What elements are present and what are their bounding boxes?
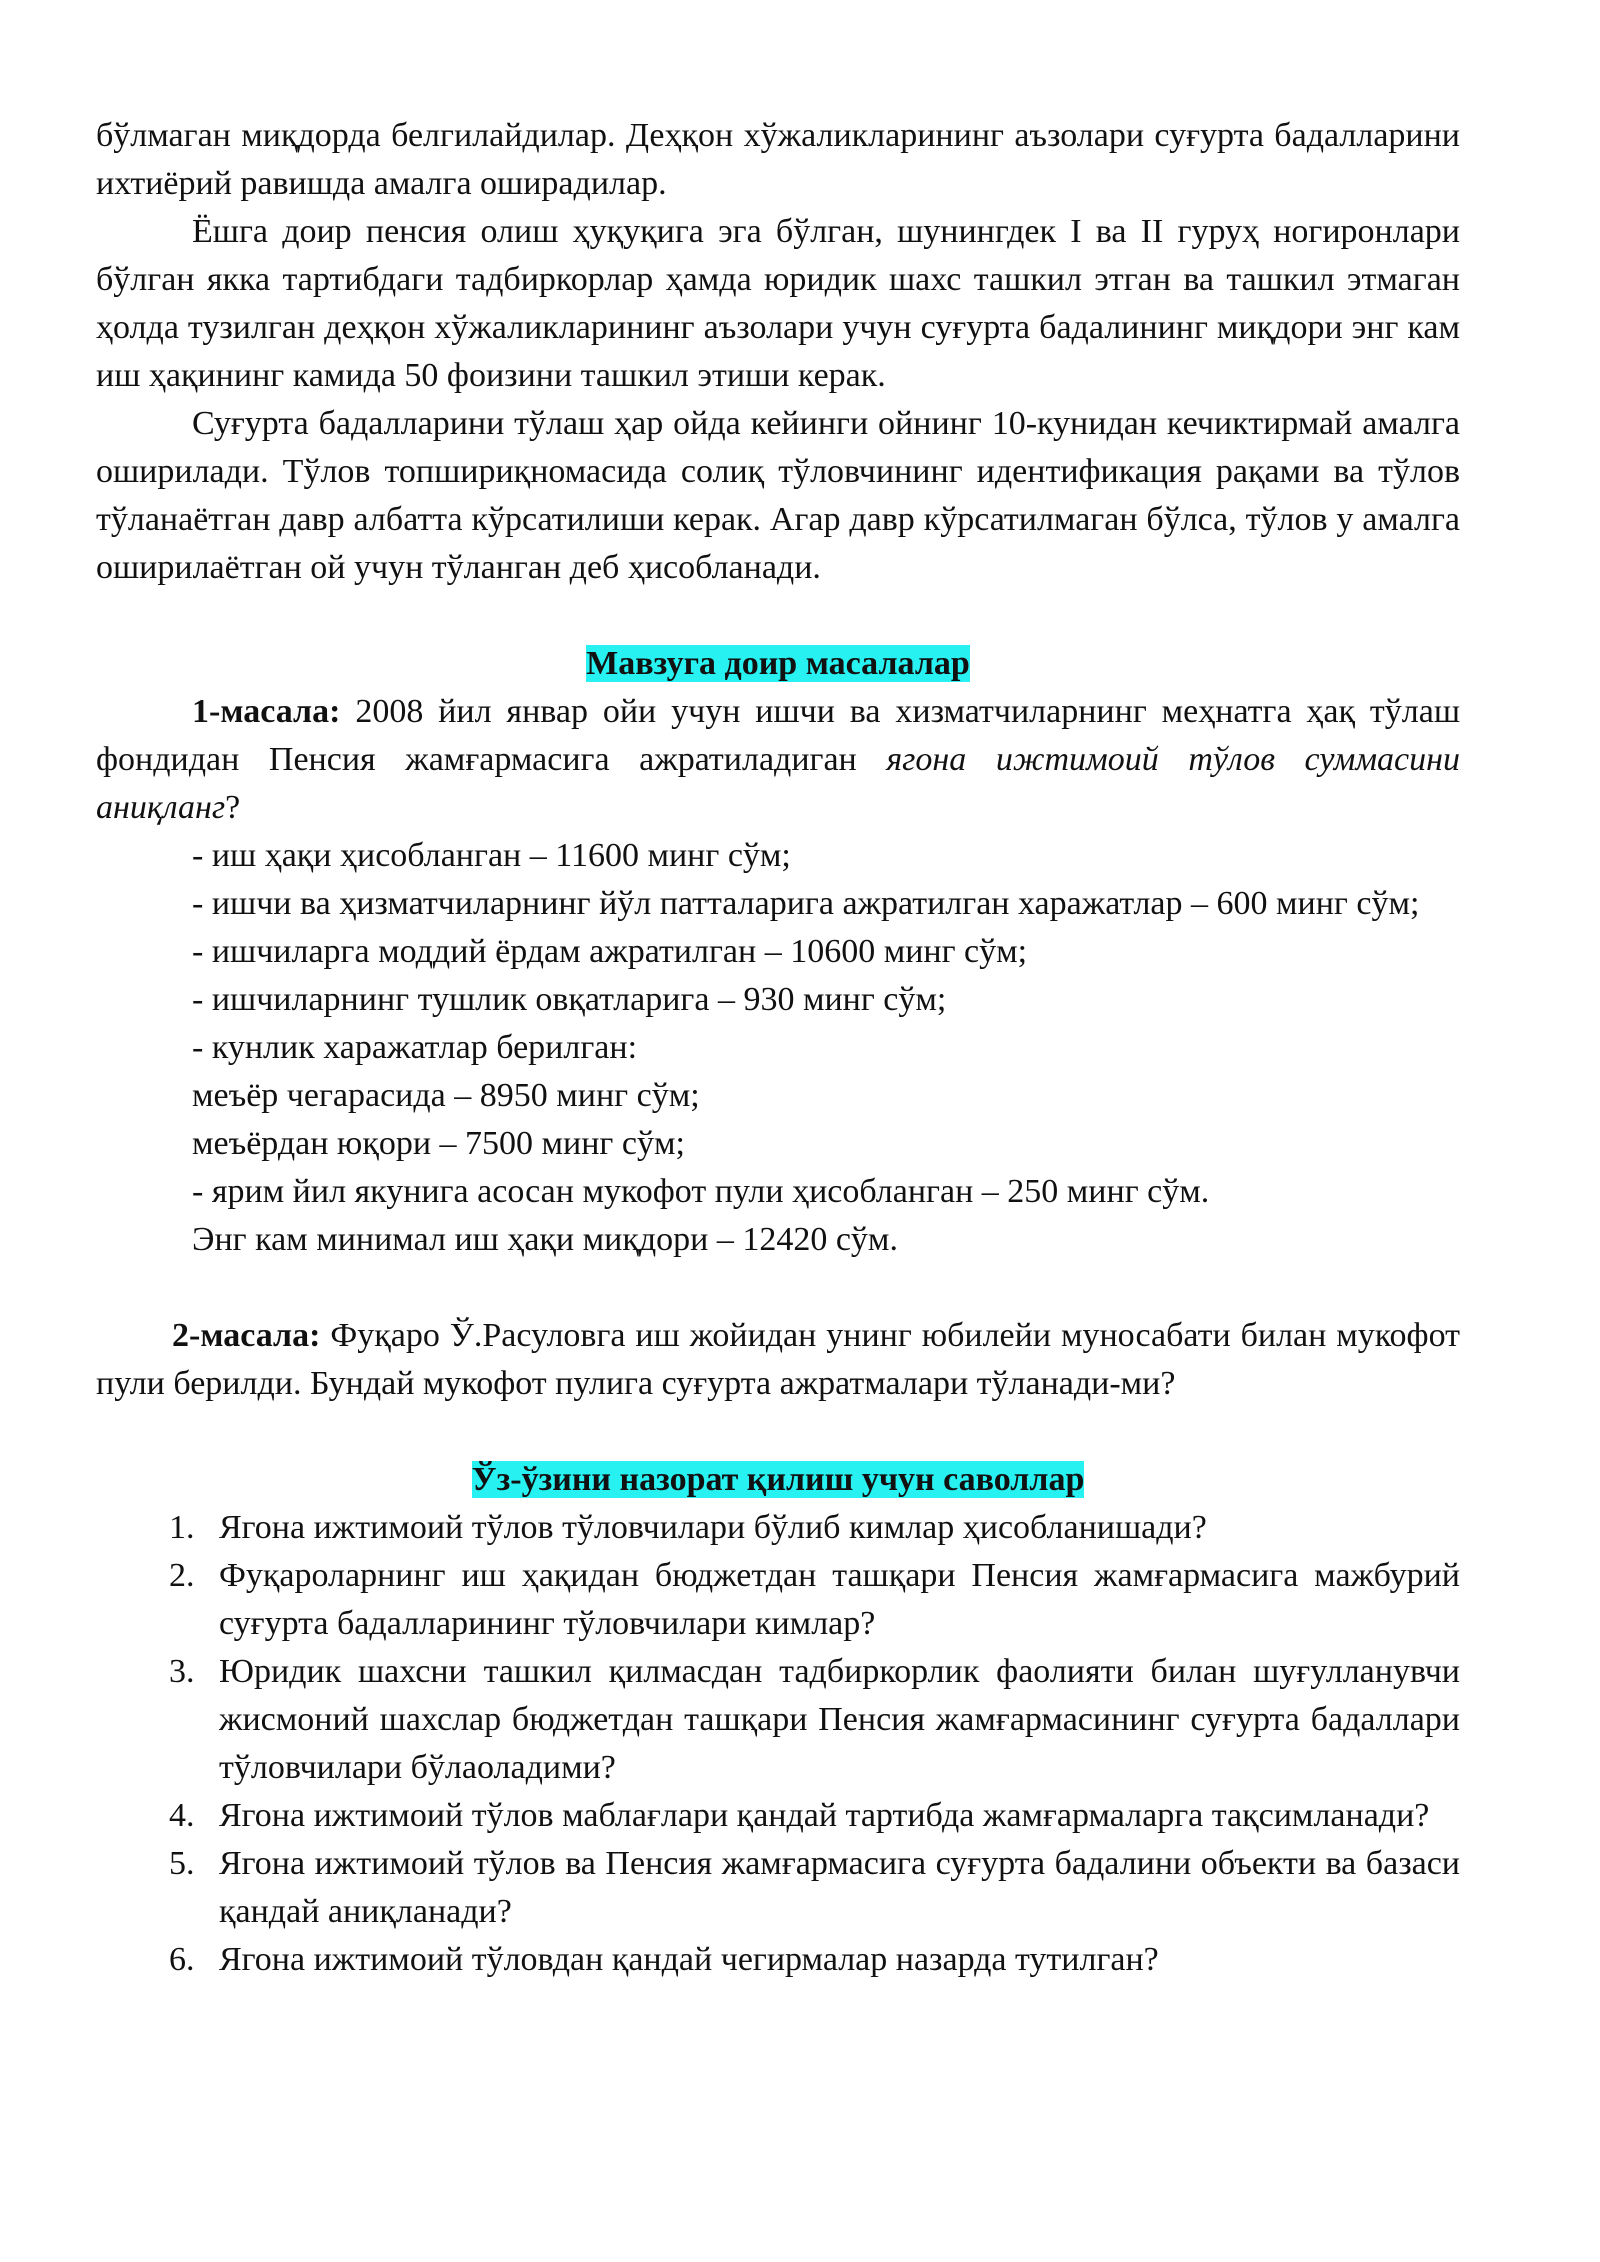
question-number: 3. xyxy=(169,1653,195,1690)
task-1-item: меъёрдан юқори – 7500 минг сўм; xyxy=(192,1125,685,1162)
list-item xyxy=(96,1936,1460,1984)
paragraph-1: бўлмаган миқдорда белгилайдилар. Деҳқон хўжаликларининг аъзолари суғурта бадалларини ихтиёрий равишда амалга оширадилар. xyxy=(96,117,1460,202)
questions-list xyxy=(96,1504,1460,1984)
task-1-label: 1-масала: xyxy=(192,693,341,730)
section-heading-questions-text: Ўз-ўзини назорат қилиш учун саволлар xyxy=(471,1461,1085,1498)
task-1-item: - кунлик харажатлар берилган: xyxy=(192,1029,638,1066)
question-text: Ягона ижтимоий тўлов ва Пенсия жамғармасига суғурта бадалини объекти ва базаси қандай аниқланади? xyxy=(219,1845,1460,1930)
list-item xyxy=(96,1648,1460,1792)
question-text: Ягона ижтимоий тўлов тўловчилари бўлиб кимлар ҳисобланишади? xyxy=(219,1509,1207,1546)
task-1-item: - ишчиларнинг тушлик овқатларига – 930 минг сўм; xyxy=(192,981,947,1018)
task-1-end: ? xyxy=(225,789,241,826)
task-1-item: - ярим йил якунига асосан мукофот пули ҳисобланган – 250 минг сўм. xyxy=(192,1173,1210,1210)
question-text: Ягона ижтимоий тўлов маблағлари қандай тартибда жамғармаларга тақсимланади? xyxy=(219,1797,1430,1834)
task-2-statement xyxy=(96,1312,1460,1408)
spacer xyxy=(96,1408,1460,1456)
question-text: Фуқароларнинг иш ҳақидан бюджетдан ташқари Пенсия жамғармасига мажбурий суғурта бадалларининг тўловчилари кимлар? xyxy=(219,1557,1460,1642)
task-1-statement xyxy=(96,688,1460,832)
list-item xyxy=(96,1840,1460,1936)
section-heading-tasks-text: Мавзуга доир масалалар xyxy=(586,645,970,682)
paragraph-2: Ёшга доир пенсия олиш ҳуқуқига эга бўлган, шунингдек I ва II гуруҳ ногиронлари бўлган якка тартибдаги тадбиркорлар ҳамда юридик шахс ташкил этган ва ташкил этмаган ҳолда тузилган деҳқон хўжаликларининг аъзолари учун суғурта бадалининг миқдори энг кам иш ҳақининг камида 50 фоизини ташкил этиши керак. xyxy=(96,213,1460,394)
list-item xyxy=(96,1552,1460,1648)
task-1-item: Энг кам минимал иш ҳақи миқдори – 12420 сўм. xyxy=(192,1221,898,1258)
task-2-label: 2-масала: xyxy=(172,1317,321,1354)
section-heading-tasks xyxy=(96,640,1460,688)
question-number: 1. xyxy=(169,1509,195,1546)
task-1-italic-text: ягона ижтимоий тўлов суммасини аниқланг xyxy=(96,741,1460,826)
list-item xyxy=(96,1792,1460,1840)
task-1-item: - ишчиларга моддий ёрдам ажратилган – 10600 минг сўм; xyxy=(192,933,1028,970)
list-item xyxy=(96,1504,1460,1552)
question-number: 4. xyxy=(169,1797,195,1834)
question-text: Юридик шахсни ташкил қилмасдан тадбиркорлик фаолияти билан шуғулланувчи жисмоний шахслар бюджетдан ташқари Пенсия жамғармасининг суғурта бадаллари тўловчилари бўлаоладими? xyxy=(219,1653,1460,1786)
task-2-text: Фуқаро Ў.Расуловга иш жойидан унинг юбилейи муносабати билан мукофот пули берилди. Бундай мукофот пулига суғурта ажратмалари тўланади-ми? xyxy=(96,1317,1460,1402)
paragraph-3: Суғурта бадалларини тўлаш ҳар ойда кейинги ойнинг 10-кунидан кечиктирмай амалга оширилади. Тўлов топшириқномасида солиқ тўловчининг идентификация рақами ва тўлов тўланаётган давр албатта кўрсатилиши керак. Агар давр кўрсатилмаган бўлса, тўлов у амалга оширилаётган ой учун тўланган деб ҳисобланади. xyxy=(96,405,1460,586)
task-1-item: - ишчи ва ҳизматчиларнинг йўл патталарига ажратилган харажатлар – 600 минг сўм; xyxy=(192,885,1420,922)
task-1-item: - иш ҳақи ҳисобланган – 11600 минг сўм; xyxy=(192,837,791,874)
section-heading-questions xyxy=(96,1456,1460,1504)
question-number: 2. xyxy=(169,1557,195,1594)
question-number: 5. xyxy=(169,1845,195,1882)
document-page xyxy=(96,112,1460,1984)
spacer xyxy=(96,1264,1460,1312)
task-1-text: 2008 йил январ ойи учун ишчи ва хизматчиларнинг меҳнатга ҳақ тўлаш фондидан Пенсия жамғармасига ажратиладиган xyxy=(96,693,1460,778)
question-text: Ягона ижтимоий тўловдан қандай чегирмалар назарда тутилган? xyxy=(219,1941,1159,1978)
task-1-item: меъёр чегарасида – 8950 минг сўм; xyxy=(192,1077,700,1114)
spacer xyxy=(96,592,1460,640)
question-number: 6. xyxy=(169,1941,195,1978)
